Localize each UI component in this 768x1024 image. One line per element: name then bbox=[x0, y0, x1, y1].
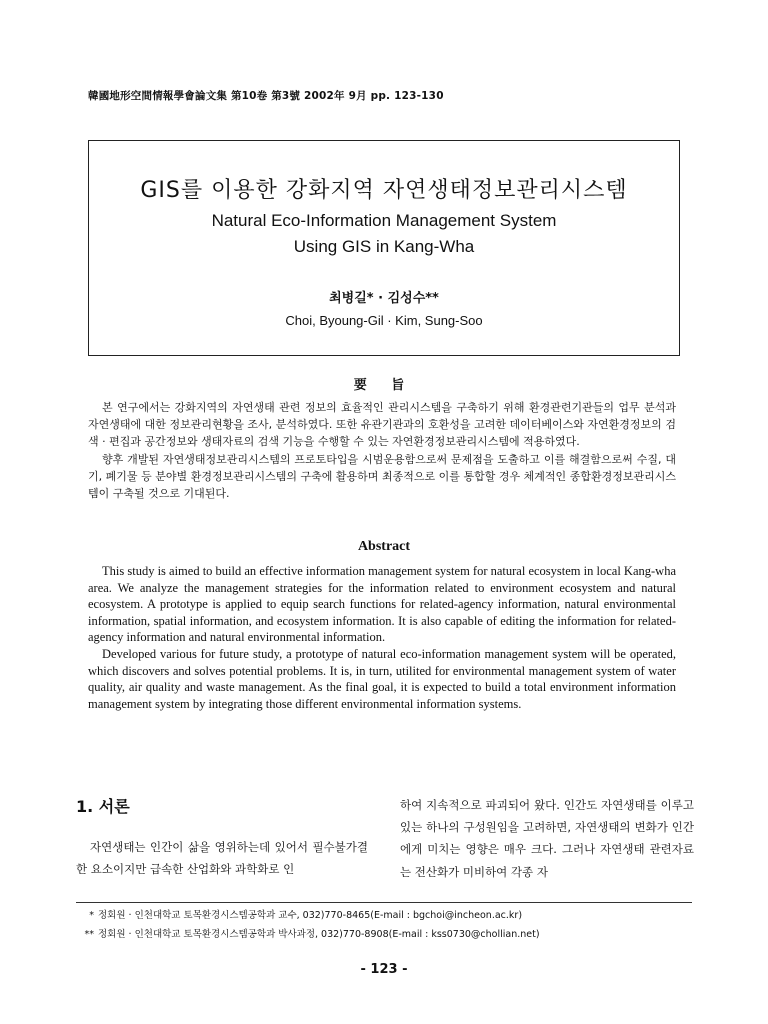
footnote bbox=[76, 906, 692, 925]
abstract-heading: Abstract bbox=[357, 539, 411, 554]
title-box bbox=[88, 140, 680, 356]
footnote-text: 정회원 · 인천대학교 토목환경시스템공학과 교수, 032)770-8465(E-mail : bgchoi@incheon.ac.kr) bbox=[98, 910, 523, 921]
footnotes bbox=[76, 906, 692, 944]
paper-title-korean: GIS를 이용한 강화지역 자연생태정보관리시스템 bbox=[140, 178, 628, 203]
body-paragraph: 자연생태는 인간이 삶을 영위하는데 있어서 필수불가결한 요소이지만 급속한 산업화와 과학화로 인 bbox=[76, 840, 368, 877]
abstract-paragraph: This study is aimed to build an effective information management system for natural ecosystem in local Kang-wha area. We analyze the management strategies for the information related to environment ecosystem and natural ecosystem. A prototype is applied to equip search functions for related-agency information, natural environmental information, spatial information, and ecosystem information. It is also capable of editing the information for related-agency information and natural environmental information. bbox=[88, 564, 676, 645]
footnote-text: 정회원 · 인천대학교 토목환경시스템공학과 박사과정, 032)770-8908(E-mail : kss0730@chollian.net) bbox=[98, 929, 540, 940]
footnote-mark: ** bbox=[84, 929, 94, 940]
abstract-body bbox=[88, 563, 676, 712]
summary-body bbox=[88, 399, 676, 502]
abstract-paragraph: Developed various for future study, a prototype of natural eco-information management system will be operated, which discovers and solves potential problems. It is, in turn, utilited for environmental management system of water quality, air quality and waste management. As the final goal, it is expected to build a total environment information management system by integrating those different environmental information systems. bbox=[88, 646, 676, 711]
journal-header: 韓國地形空間情報學會論文集 第10卷 第3號 2002年 9月 pp. 123-130 bbox=[88, 90, 444, 102]
body-column-right bbox=[400, 794, 694, 883]
body-paragraph: 하여 지속적으로 파괴되어 왔다. 인간도 자연생태를 이루고 있는 하나의 구성원임을 고려하면, 자연생태의 변화가 인간에게 미치는 영향은 매우 크다. 그러나 자연생태 관련자료는 전산화가 미비하여 각종 자 bbox=[400, 798, 694, 879]
footnote bbox=[76, 925, 692, 944]
paper-title-english-line-2: Using GIS in Kang-Wha bbox=[293, 237, 475, 256]
summary-paragraph: 본 연구에서는 강화지역의 자연생태 관련 정보의 효율적인 관리시스템을 구축하기 위해 환경관련기관들의 업무 분석과 자연생태에 대한 정보관리현황을 조사, 분석하였다. 또한 유관기관과의 호환성을 고려한 데이터베이스와 자연환경정보의 검색 · 편집과 공간정보와 생태자료의 검색 기능을 수행할 수 있는 자연환경정보관리시스템에 적용하였다. bbox=[88, 401, 676, 449]
paper-title-english-line-1: Natural Eco-Information Management System bbox=[211, 211, 557, 230]
authors-korean: 최병길* · 김성수** bbox=[329, 291, 439, 306]
summary-heading: 要 旨 bbox=[353, 378, 415, 393]
body-column-left bbox=[76, 836, 368, 880]
footnote-mark: * bbox=[89, 910, 94, 921]
footnote-divider bbox=[76, 902, 692, 903]
section-title: 1. 서론 bbox=[76, 797, 130, 816]
summary-paragraph: 향후 개발된 자연생태정보관리시스템의 프로토타입을 시범운용함으로써 문제점을 도출하고 이를 해결함으로써 수질, 대기, 폐기물 등 분야별 환경정보관리시스템의 구축에 활용하며 최종적으로 이를 통합할 경우 체계적인 종합환경정보관리시스템이 구축될 것으로 기대된다. bbox=[88, 452, 676, 501]
page-number: - 123 - bbox=[360, 962, 408, 977]
authors-english: Choi, Byoung-Gil · Kim, Sung-Soo bbox=[285, 313, 483, 328]
